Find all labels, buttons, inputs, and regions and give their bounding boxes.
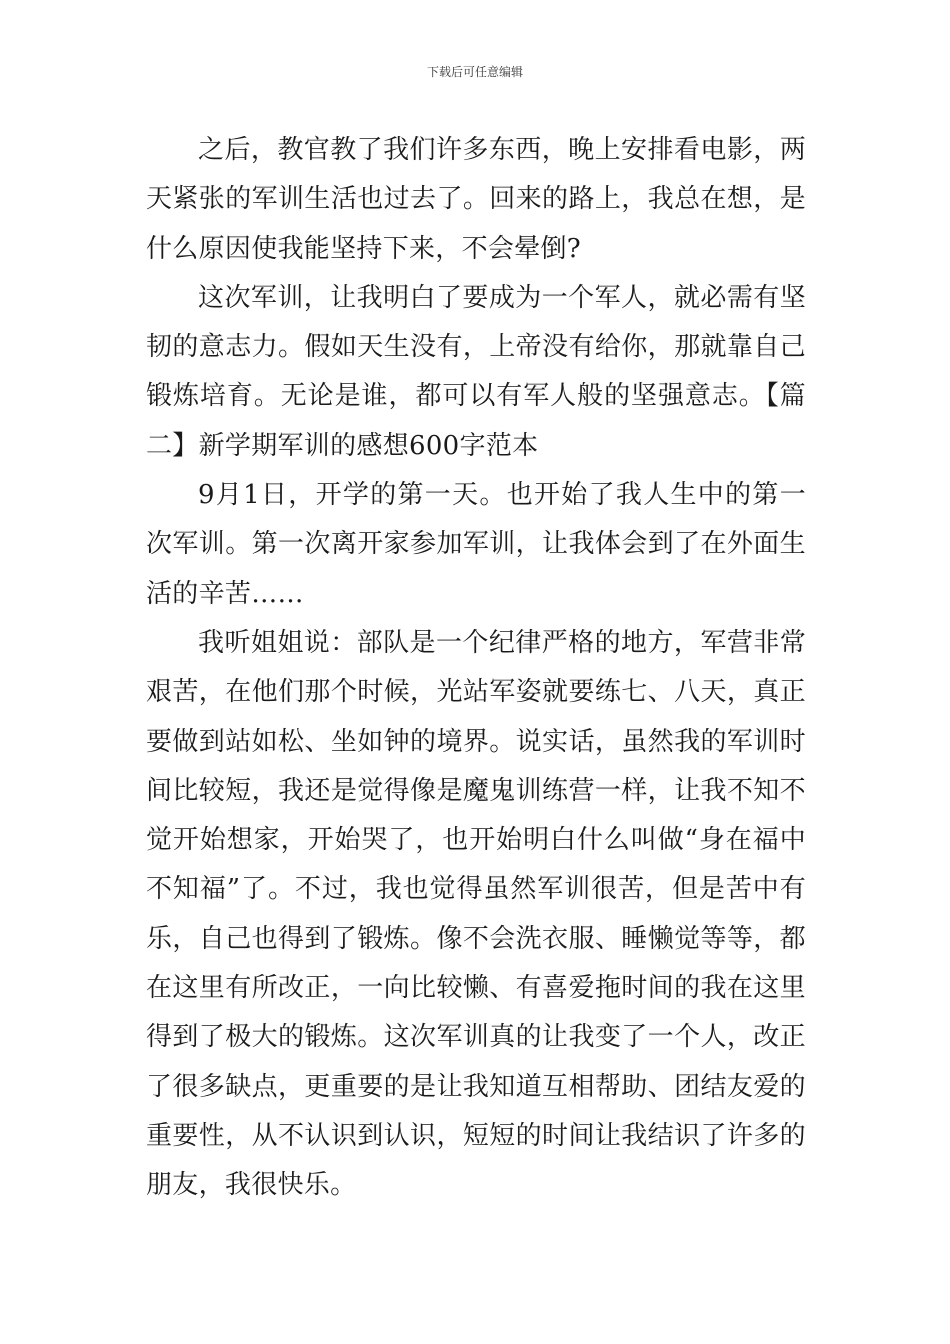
document-body — [146, 126, 806, 1211]
paragraph-4: 我听姐姐说：部队是一个纪律严格的地方，军营非常艰苦，在他们那个时候，光站军姿就要练七、八天，真正要做到站如松、坐如钟的境界。说实话，虽然我的军训时间比较短，我还是觉得像是魔鬼训练营一样，让我不知不觉开始想家，开始哭了，也开始明白什么叫做“身在福中不知福”了。不过，我也觉得虽然军训很苦，但是苦中有乐，自己也得到了锻炼。像不会洗衣服、睡懒觉等等，都在这里有所改正，一向比较懒、有喜爱拖时间的我在这里得到了极大的锻炼。这次军训真的让我变了一个人，改正了很多缺点，更重要的是让我知道互相帮助、团结友爱的重要性，从不认识到认识，短短的时间让我结识了许多的朋友，我很快乐。 — [146, 627, 806, 1201]
paragraph-1: 之后，教官教了我们许多东西，晚上安排看电影，两天紧张的军训生活也过去了。回来的路上，我总在想，是什么原因使我能坚持下来，不会晕倒? — [146, 135, 806, 264]
page-header: 下载后可任意编辑 — [426, 65, 523, 79]
paragraph-2: 这次军训，让我明白了要成为一个军人，就必需有坚韧的意志力。假如天生没有，上帝没有给你，那就靠自己锻炼培育。无论是谁，都可以有军人般的坚强意志。【篇二】新学期军训的感想600字范本 — [146, 282, 806, 461]
paragraph-3: 9月1日，开学的第一天。也开始了我人生中的第一次军训。第一次离开家参加军训，让我体会到了在外面生活的辛苦…… — [146, 480, 806, 609]
